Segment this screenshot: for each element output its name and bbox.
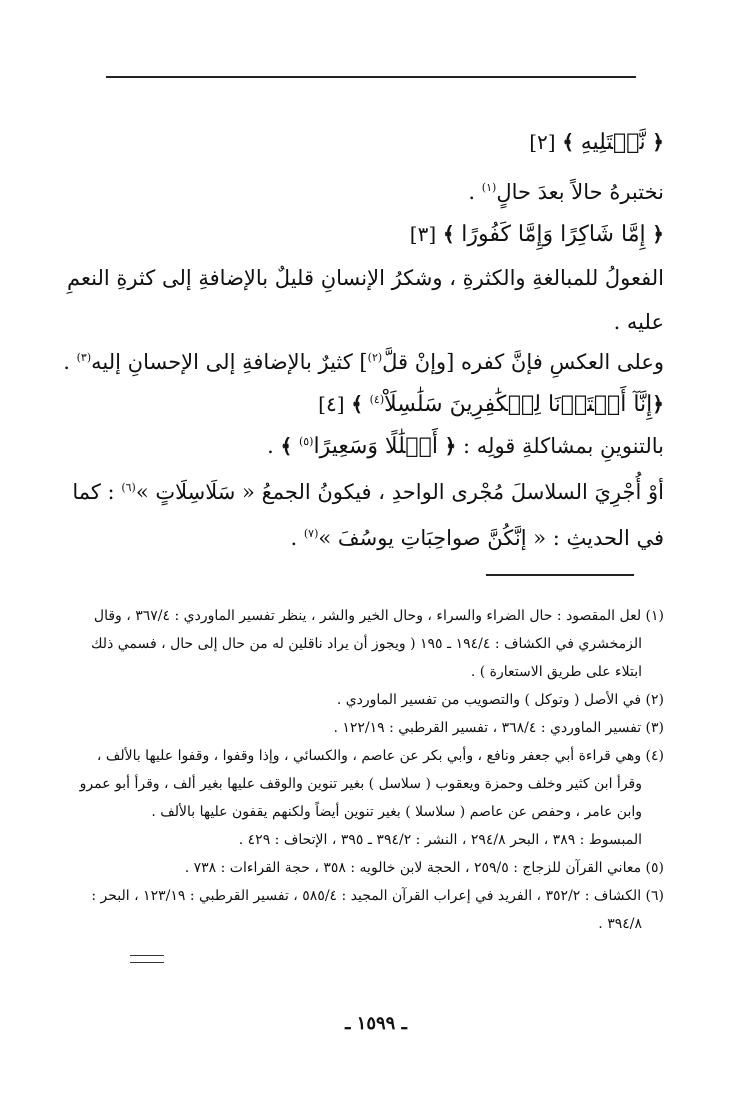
commentary-line	[72, 474, 664, 506]
commentary-text: نختبرهُ حالاً بعدَ حالٍ	[496, 180, 664, 204]
verse-text: إِنَّآ أَعۡتَدۡنَا لِلۡكَٰفِرِينَ سَلَٰسِلَاْ	[384, 392, 653, 417]
commentary-text: في الحديثِ : « إنَّكُنَّ صواحِبَاتِ يوسُفَ »	[318, 526, 664, 550]
footnote-line: ٣٩٤/٨ .	[598, 916, 642, 932]
verse-line-4	[318, 386, 664, 419]
footnote-ref: (٦)	[121, 481, 136, 494]
footnote-line: وابن عامر ، وحفص عن عاصم ( سلاسلا ) بغير تنوين أيضاً ولكنهم يقفون عليها بالألف .	[151, 804, 642, 820]
period: .	[468, 180, 476, 204]
end-mark	[130, 955, 164, 963]
verse-text: نَّبۡتَلِيهِ	[580, 130, 646, 155]
verse-text: أَغۡلَٰلًا وَسَعِيرًا	[313, 434, 438, 459]
footnote-ref: (٤)	[369, 393, 385, 406]
commentary-line	[291, 520, 665, 552]
footnote-ref: (٧)	[303, 527, 319, 540]
footnote-line: ابتلاء على طريق الاستعارة ) .	[470, 664, 642, 680]
page-number: ـ ١٥٩٩ ـ	[345, 1013, 407, 1034]
commentary-text: : كما	[72, 480, 115, 504]
verse-close-bracket: ﴾	[562, 130, 575, 154]
verse-text: إِمَّا شَاكِرًا وَإِمَّا كَفُورًا	[461, 222, 646, 247]
footnote-line: (٥) معاني القرآن للزجاج : ٢٥٩/٥ ، الحجة لابن خالويه : ٣٥٨ ، حجة القراءات : ٧٣٨ .	[184, 860, 664, 876]
footnote-line: (٦) الكشاف : ٣٥٢/٢ ، الفريد في إعراب القرآن المجيد : ٥٨٥/٤ ، تفسير القرطبي : ١٢٣/١٩ ، البحر :	[91, 888, 664, 904]
footnote-line: وقرأ ابن كثير وخلف وحمزة ويعقوب ( سلاسل ) بغير تنوين والوقف عليها بغير ألف ، وقرأ أبو عمرو	[79, 776, 642, 792]
verse-open-bracket: ﴿	[444, 434, 457, 458]
footnote-line: (٢) في الأصل ( وتوكل ) والتصويب من تفسير الماوردي .	[336, 692, 664, 708]
footnote-line: (١) لعل المقصود : حال الضراء والسراء ، وحال الخير والشر ، ينظر تفسير الماوردي : ٣٦٧/٤ ، وقال	[93, 608, 664, 624]
verse-close-bracket: ﴾	[280, 434, 293, 458]
commentary-line	[468, 174, 664, 206]
footnote-ref: (٣)	[76, 351, 92, 364]
verse-number: [٢]	[529, 130, 556, 154]
footnote-ref: (١)	[481, 181, 497, 194]
footnote-line: الزمخشري في الكشاف : ١٩٤/٤ ـ ١٩٥ ( ويجوز أن يراد ناقلين له من حال إلى حال ، فسمي ذلك	[91, 636, 642, 652]
footnote-line: المبسوط : ٣٨٩ ، البحر ٢٩٤/٨ ، النشر : ٣٩٤/٢ ـ ٣٩٥ ، الإتحاف : ٤٢٩ .	[238, 832, 642, 848]
commentary-line: عليه .	[613, 310, 664, 334]
footnote-line: (٤) وهي قراءة أبي جعفر ونافع ، وأبي بكر عن عاصم ، والكسائي ، وإذا وقفوا ، وقفوا عليها بالألف ،	[96, 748, 664, 764]
period: .	[267, 434, 274, 458]
period: .	[63, 350, 70, 374]
verse-line-3	[410, 220, 664, 249]
footnote-ref: (٢)	[367, 351, 383, 364]
footnote-separator	[486, 574, 634, 576]
period: .	[290, 526, 298, 550]
commentary-text: بالتنوينِ بمشاكلةِ قولِه :	[463, 434, 664, 458]
commentary-text: ] كثيرٌ بالإضافةِ إلى الإحسانِ إليه	[91, 350, 368, 374]
commentary-text: أوْ أُجْرِيَ السلاسلَ مُجْرى الواحدِ ، فيكونُ الجمعُ « سَلَاسِلَاتٍ »	[135, 480, 664, 504]
commentary-line	[63, 344, 664, 376]
footnote-line: (٣) تفسير الماوردي : ٣٦٨/٤ ، تفسير القرطبي : ١٢٢/١٩ .	[333, 720, 664, 736]
verse-close-bracket: ﴾	[442, 222, 455, 246]
header-rule	[106, 76, 636, 78]
verse-line-2	[529, 128, 664, 157]
verse-close-bracket: ﴾	[351, 392, 363, 416]
verse-open-bracket: ﴿	[652, 130, 664, 154]
verse-number: [٣]	[409, 222, 437, 246]
verse-number: [٤]	[318, 392, 345, 416]
footnote-ref: (٥)	[298, 435, 314, 448]
commentary-line: الفعولُ للمبالغةِ والكثرةِ ، وشكرُ الإنسانِ قليلٌ بالإضافةِ إلى كثرةِ النعمِ	[67, 266, 664, 290]
commentary-text: وعلى العكسِ فإنَّ كفره [وإنْ قلَّ	[382, 350, 664, 374]
commentary-line	[267, 428, 664, 461]
verse-open-bracket: ﴿	[652, 222, 664, 246]
verse-open-bracket: ﴿	[652, 392, 664, 416]
